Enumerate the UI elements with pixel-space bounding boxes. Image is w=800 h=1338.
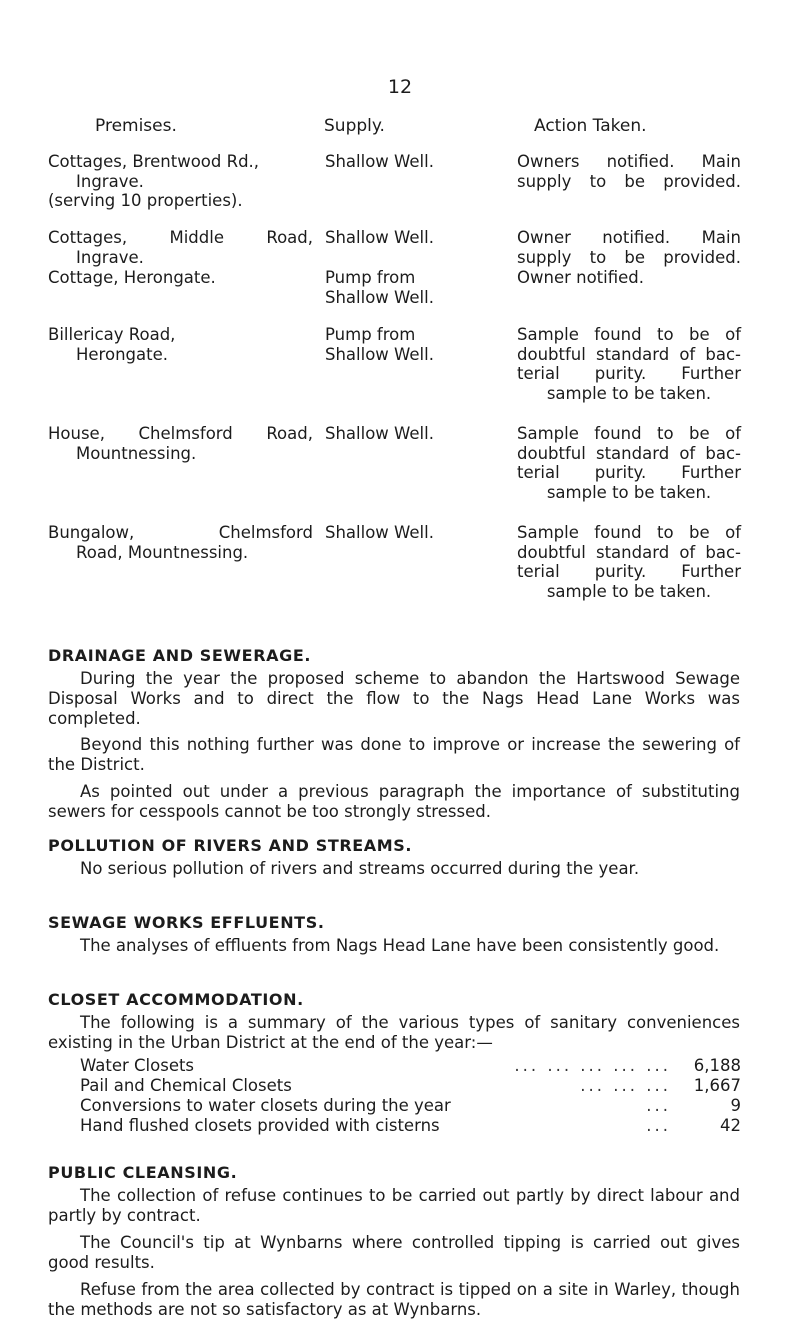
drainage-paragraph-3: As pointed out under a previous paragraph the importance of substituting sewers for cesspools cannot be too strongly stressed. (48, 782, 740, 821)
premises-cell (48, 228, 313, 267)
action-line: Owner notified. Main (517, 228, 741, 247)
closet-value: 6,188 (693, 1056, 741, 1075)
action-header: Action Taken. (534, 116, 647, 136)
premises-line: House, Chelmsford Road, (48, 424, 313, 443)
supply-line: Shallow Well. (325, 228, 434, 247)
action-line: Owners notified. Main (517, 152, 741, 171)
supply-line: Pump from (325, 268, 416, 287)
closet-value: 9 (730, 1096, 741, 1115)
action-line: supply to be provided. (517, 247, 741, 267)
action-line: supply to be provided. (517, 171, 741, 191)
premises-cell (48, 424, 313, 463)
premises-line: Cottage, Herongate. (48, 268, 216, 287)
action-line: terial purity. Further (517, 364, 741, 383)
cleansing-heading: PUBLIC CLEANSING. (48, 1163, 238, 1182)
supply-line: Pump from (325, 325, 416, 344)
action-cell (517, 424, 741, 502)
supply-cell (325, 152, 485, 172)
closet-heading: CLOSET ACCOMMODATION. (48, 990, 304, 1009)
action-line: doubtful standard of bac- (517, 344, 741, 364)
cleansing-paragraph-1: The collection of refuse continues to be carried out partly by direct labour and partly by contract. (48, 1186, 740, 1225)
drainage-paragraph-2: Beyond this nothing further was done to improve or increase the sewering of the District. (48, 735, 740, 774)
closet-leader: ... ... ... ... ... (514, 1056, 671, 1075)
action-cell (517, 152, 741, 191)
supply-line: Shallow Well. (325, 424, 434, 443)
supply-cell (325, 228, 485, 248)
closet-label: Pail and Chemical Closets (80, 1076, 292, 1095)
action-line: terial purity. Further (517, 562, 741, 581)
action-line: doubtful standard of bac- (517, 443, 741, 463)
premises-line: (serving 10 properties). (48, 191, 243, 210)
premises-cell (48, 523, 313, 562)
premises-header: Premises. (95, 116, 177, 136)
action-line: Owner notified. (517, 268, 644, 287)
action-cell (517, 325, 741, 403)
premises-line: Cottages, Brentwood Rd., (48, 152, 260, 171)
supply-cell (325, 424, 485, 444)
premises-line: Road, Mountnessing. (76, 542, 249, 562)
sewage-heading: SEWAGE WORKS EFFLUENTS. (48, 913, 325, 932)
sewage-paragraph: The analyses of effluents from Nags Head Lane have been consistently good. (80, 936, 720, 955)
action-line: Sample found to be of (517, 424, 741, 443)
page-number: 12 (387, 76, 413, 98)
action-line: doubtful standard of bac- (517, 542, 741, 562)
closet-label: Conversions to water closets during the year (80, 1096, 451, 1115)
premises-line: Mountnessing. (76, 443, 197, 463)
pollution-heading: POLLUTION OF RIVERS AND STREAMS. (48, 836, 413, 855)
supply-cell (325, 268, 485, 307)
premises-line: Bungalow, Chelmsford (48, 523, 313, 542)
closet-intro: The following is a summary of the various types of sanitary conveniences existing in the Urban District at the end of the year:— (48, 1013, 740, 1052)
closet-leader: ... (646, 1116, 671, 1135)
premises-line: Ingrave. (76, 171, 144, 191)
drainage-heading: DRAINAGE AND SEWERAGE. (48, 646, 312, 665)
action-line: Sample found to be of (517, 523, 741, 542)
premises-line: Cottages, Middle Road, (48, 228, 313, 247)
action-line: Sample found to be of (517, 325, 741, 344)
supply-line: Shallow Well. (325, 344, 434, 364)
action-line: terial purity. Further (517, 463, 741, 482)
supply-header: Supply. (324, 116, 385, 136)
cleansing-paragraph-3: Refuse from the area collected by contract is tipped on a site in Warley, though the methods are not so satisfactory as at Wynbarns. (48, 1280, 740, 1319)
premises-cell (48, 268, 313, 288)
supply-line: Shallow Well. (325, 523, 434, 542)
closet-leader: ... ... ... (580, 1076, 671, 1095)
cleansing-paragraph-2: The Council's tip at Wynbarns where controlled tipping is carried out gives good results. (48, 1233, 740, 1272)
supply-cell (325, 325, 485, 364)
premises-line: Ingrave. (76, 247, 144, 267)
closet-leader: ... (646, 1096, 671, 1115)
action-cell (517, 523, 741, 601)
supply-line: Shallow Well. (325, 152, 434, 171)
closet-value: 1,667 (693, 1076, 741, 1095)
premises-cell (48, 152, 313, 211)
premises-line: Billericay Road, (48, 325, 176, 344)
action-line: sample to be taken. (546, 383, 712, 403)
closet-label: Hand flushed closets provided with cisterns (80, 1116, 440, 1135)
action-cell (517, 228, 741, 267)
action-cell (517, 268, 741, 288)
supply-line: Shallow Well. (325, 287, 434, 307)
closet-value: 42 (720, 1116, 741, 1135)
pollution-paragraph: No serious pollution of rivers and streams occurred during the year. (80, 859, 640, 878)
action-line: sample to be taken. (546, 482, 712, 502)
premises-cell (48, 325, 313, 364)
supply-cell (325, 523, 485, 543)
drainage-paragraph-1: During the year the proposed scheme to abandon the Hartswood Sewage Disposal Works and to direct the flow to the Nags Head Lane Works was completed. (48, 669, 740, 728)
closet-label: Water Closets (80, 1056, 195, 1075)
action-line: sample to be taken. (546, 581, 712, 601)
premises-line: Herongate. (76, 344, 168, 364)
